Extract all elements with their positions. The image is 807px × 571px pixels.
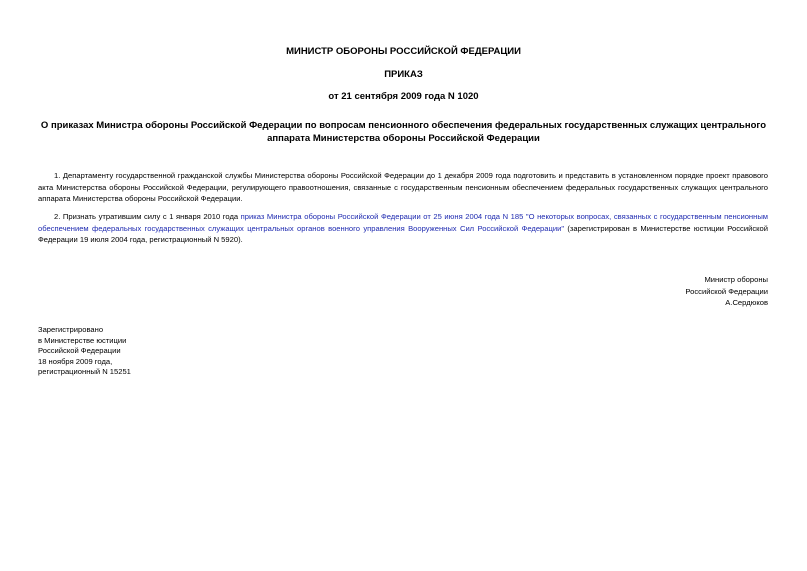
registration-line-1: Зарегистрировано bbox=[38, 325, 104, 334]
paragraph-1: 1. Департаменту государственной гражданской службы Министерства обороны Российской Федерации до 1 декабря 2009 года подготовить и представить в установленном порядке проект правового акта Министерства обороны Российской Федерации, регулирующего правоотношения, связанные с государственным пенсионным обеспечением федеральных государственных служащих центрального аппарата Министерства обороны Российской Федерации. bbox=[38, 171, 768, 203]
signature-position: Министр обороны bbox=[704, 275, 768, 284]
paragraph-2-prefix: 2. Признать утратившим силу с 1 января 2010 года bbox=[54, 212, 241, 221]
signature-name: А.Сердюков bbox=[725, 298, 768, 307]
document-type-heading: ПРИКАЗ bbox=[384, 69, 423, 80]
document-subject-title: О приказах Министра обороны Российской Федерации по вопросам пенсионного обеспечения федеральных государственных служащих центрального аппарата Министерства обороны Российской Федерации bbox=[40, 120, 767, 144]
signature-block bbox=[568, 274, 768, 309]
referenced-order-link[interactable]: приказ Министра обороны Российской Федерации от 25 июня 2004 года N 185 "О некоторых вопросах, связанных с государственным пенсионным обеспечением федеральных государственных служащих центральных органов военного управления Вооруженных Сил Российской Федерации" bbox=[38, 212, 768, 233]
registration-date: 18 ноября 2009 года, bbox=[38, 356, 113, 366]
document-date-number: от 21 сентября 2009 года N 1020 bbox=[328, 91, 479, 102]
paragraph-2-suffix: (зарегистрирован в Министерстве юстиции Российской Федерации 19 июля 2004 года, регистрационный N 5920). bbox=[38, 223, 768, 244]
registration-line-2: в Министерстве юстиции bbox=[38, 335, 127, 345]
signature-organization: Российской Федерации bbox=[685, 286, 768, 296]
issuer-heading: МИНИСТР ОБОРОНЫ РОССИЙСКОЙ ФЕДЕРАЦИИ bbox=[286, 46, 521, 57]
registration-number: регистрационный N 15251 bbox=[38, 367, 131, 376]
registration-line-3: Российской Федерации bbox=[38, 346, 121, 355]
paragraph-2 bbox=[38, 211, 768, 246]
registration-block bbox=[38, 325, 238, 378]
